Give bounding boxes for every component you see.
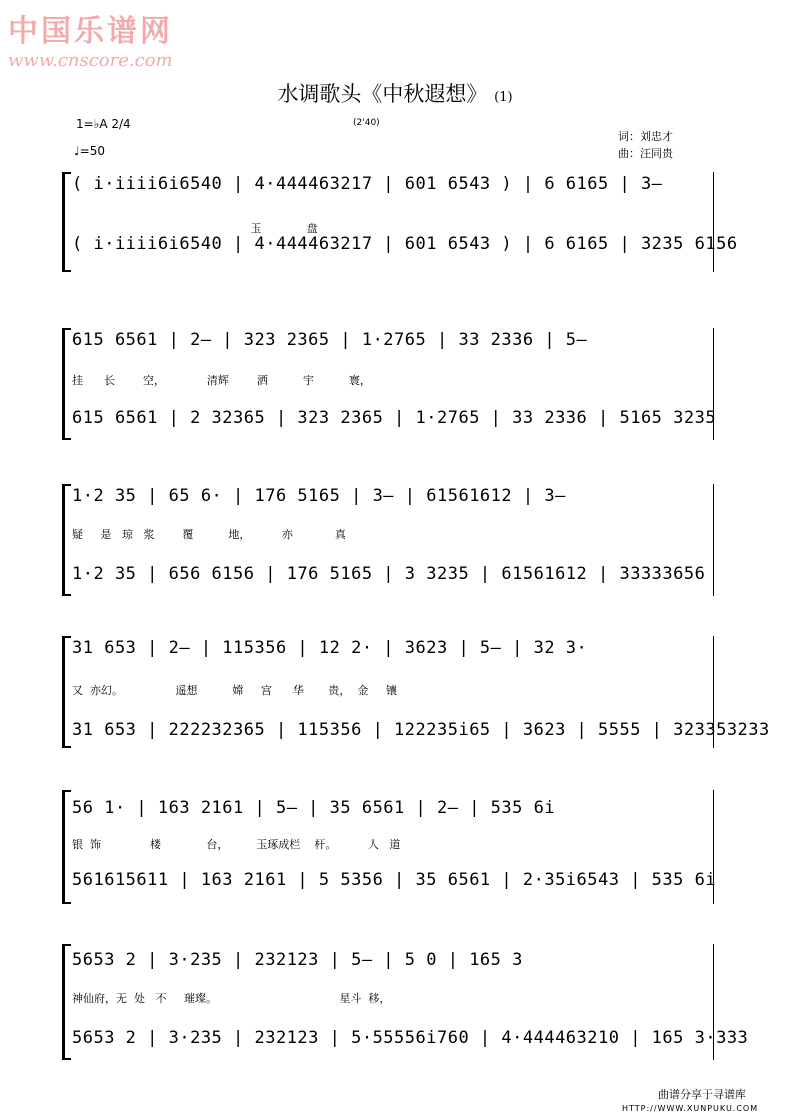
staff-system: [62, 944, 749, 1060]
barline: [713, 172, 714, 272]
duration: (2'40): [353, 118, 380, 128]
barline: [713, 328, 714, 440]
tempo-mark: ♩=50: [74, 144, 105, 158]
staff-system: [62, 790, 717, 904]
voice-1-notes: 1·2 35 | 65 6· | 176 5165 | 3– | 61561612 | 3–: [72, 486, 566, 506]
voice-1-notes: 31 653 | 2– | 115356 | 12 2· | 3623 | 5– | 32 3·: [72, 638, 588, 658]
system-brace: [62, 944, 71, 1060]
voice-1-staff: [72, 796, 714, 836]
lyrics-line: 玉 盘: [72, 222, 318, 235]
staff-system: [62, 328, 717, 440]
voice-2-staff: [72, 406, 717, 446]
staff-system: [62, 636, 770, 748]
key-signature: 1=♭A 2/4: [76, 117, 131, 131]
watermark-logo: 中国乐谱网: [8, 14, 173, 49]
system-brace: [62, 172, 71, 272]
system-brace: [62, 636, 71, 748]
barline: [713, 944, 714, 1060]
system-brace: [62, 790, 71, 904]
voice-2-staff: [72, 232, 738, 272]
voice-1-notes: 615 6561 | 2– | 323 2365 | 1·2765 | 33 2336 | 5–: [72, 330, 588, 350]
voice-1-staff: [72, 948, 714, 988]
lyrics-line: 神仙府，无 处 不 璀璨。 星斗 移，: [72, 992, 391, 1005]
lyrics-line: 银 饰 楼 台， 玉琢成栏 杆。 人 道: [72, 838, 401, 851]
voice-2-notes: 5653 2 | 3·235 | 232123 | 5·55556i760 | 4·444463210 | 165 3·333: [72, 1028, 749, 1048]
lyricist: 词：刘忠才: [618, 130, 673, 143]
voice-1-notes: 56 1· | 163 2161 | 5– | 35 6561 | 2– | 535 6i: [72, 798, 556, 818]
footer-text: 曲谱分享于寻谱库: [658, 1088, 746, 1101]
voice-2-notes: 615 6561 | 2 32365 | 323 2365 | 1·2765 | 33 2336 | 5165 3235: [72, 408, 717, 428]
barline: [713, 636, 714, 748]
staff-system: [62, 484, 714, 596]
voice-2-staff: [72, 718, 770, 758]
watermark-url[interactable]: www.cnscore.com: [8, 50, 173, 71]
credits: [618, 128, 673, 162]
page-title: [0, 78, 790, 108]
footer-url[interactable]: HTTP://WWW.XUNPUKU.COM: [622, 1104, 759, 1113]
barline: [713, 484, 714, 596]
voice-1-staff: [72, 636, 714, 676]
voice-1-staff: [72, 328, 714, 368]
voice-1-staff: [72, 172, 714, 212]
lyrics-line: 挂 长 空， 清辉 洒 宇 寰，: [72, 374, 371, 387]
voice-1-staff: [72, 484, 714, 524]
voice-2-staff: [72, 1026, 749, 1066]
score-part: (1): [494, 90, 513, 105]
voice-1-notes: ( i·iiii6i6540 | 4·444463217 | 601 6543 ) | 6 6165 | 3–: [72, 174, 663, 194]
lyrics-line: 又 亦幻。 遥想 嫦 宫 华 贵， 金 镶: [72, 684, 397, 697]
voice-1-notes: 5653 2 | 3·235 | 232123 | 5– | 5 0 | 165 3: [72, 950, 523, 970]
score-title: 水调歌头《中秋遐想》: [277, 82, 488, 106]
system-brace: [62, 484, 71, 596]
voice-2-notes: 31 653 | 222232365 | 115356 | 122235i65 | 3623 | 5555 | 323353233: [72, 720, 770, 740]
system-brace: [62, 328, 71, 440]
voice-2-notes: 561615611 | 163 2161 | 5 5356 | 35 6561 | 2·35i6543 | 535 6i: [72, 870, 717, 890]
voice-2-staff: [72, 562, 714, 602]
composer: 曲：汪同贵: [618, 147, 673, 160]
voice-2-notes: ( i·iiii6i6540 | 4·444463217 | 601 6543 ) | 6 6165 | 3235 6156: [72, 234, 738, 254]
voice-2-staff: [72, 868, 717, 908]
voice-2-notes: 1·2 35 | 656 6156 | 176 5165 | 3 3235 | 61561612 | 33333656: [72, 564, 706, 584]
barline: [713, 790, 714, 904]
lyrics-line: 疑 是 琼 浆 覆 地， 亦 真: [72, 528, 346, 541]
staff-system: [62, 172, 738, 272]
